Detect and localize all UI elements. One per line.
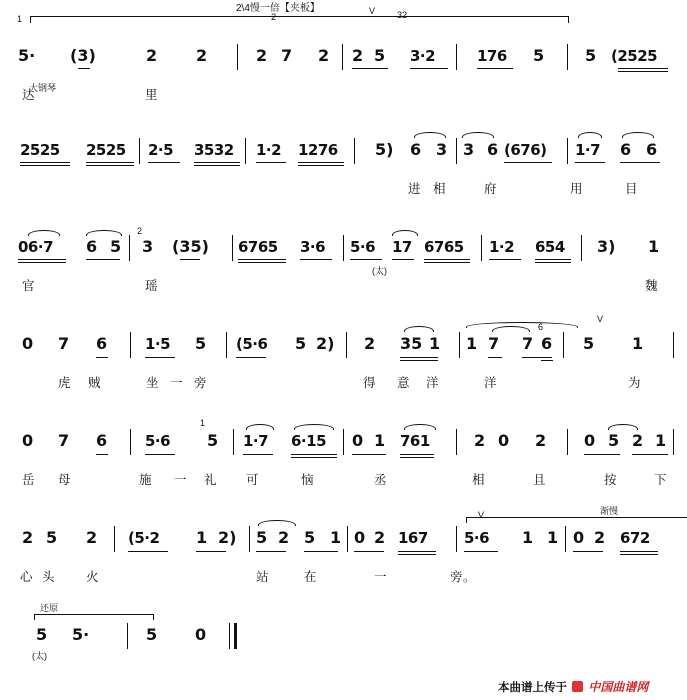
note: 654 (535, 238, 565, 256)
note: 1 (648, 237, 660, 256)
note: 5 (207, 431, 219, 450)
note: 3532 (194, 141, 234, 159)
note: 0 (573, 528, 585, 547)
lyric: 相 (433, 182, 447, 196)
lyric: 魏 (645, 279, 659, 293)
note: 5· (72, 625, 90, 644)
note: 06·7 (18, 238, 54, 256)
lyric: 里 (145, 88, 159, 102)
note: 0 (584, 431, 596, 450)
lyric: 洋 (484, 376, 498, 390)
lyric: 得 (363, 376, 377, 390)
note: 0 (22, 334, 34, 353)
breath-mark: V (597, 314, 604, 324)
note: 5 (146, 625, 158, 644)
instrument-annotation: 大钢琴 (29, 83, 57, 93)
note: 6 (96, 334, 108, 353)
lyric: 头 (42, 570, 56, 584)
note: 1276 (298, 141, 338, 159)
breath-mark: V (478, 510, 485, 520)
note: (5·2 (128, 529, 160, 547)
note: 2 (256, 46, 268, 65)
note: 5 (608, 431, 620, 450)
note: (2525 (611, 47, 658, 65)
note: 2 (146, 46, 158, 65)
note: 5· (18, 46, 36, 65)
note: 6 (541, 334, 553, 353)
note: 2·5 (148, 141, 174, 159)
lyric: 火 (86, 570, 100, 584)
note: 2) (316, 334, 335, 353)
lyric: 下 (654, 473, 668, 487)
note: 2 (632, 431, 644, 450)
note: 5 (195, 334, 207, 353)
tempo-marking: 还原 (40, 603, 59, 613)
note: 0 (195, 625, 207, 644)
lyric: 且 (533, 473, 547, 487)
note: 3 (463, 140, 475, 159)
note: 2 (318, 46, 330, 65)
lyric: 瑶 (145, 279, 159, 293)
note: 6 (620, 140, 632, 159)
note: 672 (620, 529, 650, 547)
note: 6 (410, 140, 422, 159)
percussion-mark: (太) (32, 651, 47, 661)
note: 2525 (20, 141, 60, 159)
grace-note: 1 (17, 14, 23, 24)
lyric: 府 (484, 182, 498, 196)
tempo-marking: 渐慢 (600, 506, 619, 516)
lyric: 坐 (146, 376, 160, 390)
note: 0 (498, 431, 510, 450)
site-name[interactable]: 中国曲谱网 (588, 680, 649, 694)
lyric: 达 (22, 88, 36, 102)
lyric: 虎 (58, 376, 72, 390)
lyric: 官 (22, 279, 36, 293)
note: 2 (474, 431, 486, 450)
lyric: 相 (472, 473, 486, 487)
lyric: 用 (570, 182, 584, 196)
grace-note: 6 (538, 322, 544, 332)
note: 1 (429, 334, 441, 353)
lyric: 可 (246, 473, 260, 487)
note: 5·6 (350, 238, 376, 256)
note: 7 (58, 431, 70, 450)
tempo-bracket (466, 517, 687, 523)
note: (676) (504, 141, 547, 159)
lyric: 旁 (194, 376, 208, 390)
grace-note: 1 (200, 418, 206, 428)
note: 2 (278, 528, 290, 547)
note: 3 (436, 140, 448, 159)
note: 1·7 (243, 432, 269, 450)
tempo-marking: 2\4慢一倍【夹板】 (236, 3, 320, 14)
note: 1 (330, 528, 342, 547)
note: 5·6 (145, 432, 171, 450)
note: 1 (466, 334, 478, 353)
grace-note: 2 (271, 12, 277, 22)
note: (5·6 (236, 335, 268, 353)
lyric: 意 (397, 376, 411, 390)
note: 5 (533, 46, 545, 65)
note: 17 (392, 238, 412, 256)
tempo-bracket (34, 614, 154, 620)
lyric: 施 (139, 473, 153, 487)
lyric: 母 (58, 473, 72, 487)
note: 2 (594, 528, 606, 547)
note: 7 (488, 334, 500, 353)
note: 35 (400, 334, 423, 353)
note: 3·2 (410, 47, 436, 65)
lyric: 进 (408, 182, 422, 196)
note: 5 (585, 46, 597, 65)
lyric: 礼 (204, 473, 218, 487)
note: 1 (374, 431, 386, 450)
note: 5 (583, 334, 595, 353)
site-logo-icon (572, 681, 583, 692)
grace-note: 32 (397, 10, 408, 20)
note: 6 (86, 237, 98, 256)
note: 3 (142, 237, 154, 256)
lyric: 一 (374, 570, 388, 584)
lyric: 恼 (301, 473, 315, 487)
lyric: 旁。 (450, 570, 477, 584)
lyric: 丞 (374, 473, 388, 487)
lyric: 贼 (88, 376, 102, 390)
note: 5 (374, 46, 386, 65)
note: 1 (632, 334, 644, 353)
note: 2525 (86, 141, 126, 159)
note: 6·15 (291, 432, 327, 450)
note: 5·6 (464, 529, 490, 547)
percussion-mark: (太) (372, 266, 387, 276)
note: 5 (110, 237, 122, 256)
note: 2 (535, 431, 547, 450)
lyric: 洋 (426, 376, 440, 390)
note: 1 (522, 528, 534, 547)
tempo-bracket (30, 16, 569, 23)
upload-text: 本曲谱上传于 (498, 682, 567, 694)
lyric: 岳 (22, 473, 36, 487)
note: 6 (487, 140, 499, 159)
note: 5 (256, 528, 268, 547)
note: 1 (196, 528, 208, 547)
note: 6 (646, 140, 658, 159)
note: 1·2 (489, 238, 515, 256)
note: 1 (655, 431, 667, 450)
breath-mark: V (369, 6, 376, 16)
note: 5) (375, 140, 394, 159)
note: 6 (96, 431, 108, 450)
note: 2 (86, 528, 98, 547)
note: 5 (304, 528, 316, 547)
note: 167 (398, 529, 428, 547)
lyric: 一 (170, 376, 184, 390)
note: 761 (400, 432, 430, 450)
note: 2 (374, 528, 386, 547)
note: 2 (364, 334, 376, 353)
note: 1·5 (145, 335, 171, 353)
lyric: 目 (625, 182, 639, 196)
note: 5 (46, 528, 58, 547)
note: 0 (354, 528, 366, 547)
lyric: 一 (174, 473, 188, 487)
grace-note: 2 (137, 226, 143, 236)
lyric: 按 (604, 473, 618, 487)
note: 0 (22, 431, 34, 450)
note: 6765 (238, 238, 278, 256)
note: 1·2 (256, 141, 282, 159)
lyric: 心 (20, 570, 34, 584)
note: 6765 (424, 238, 464, 256)
note: 3·6 (300, 238, 326, 256)
note: 2 (352, 46, 364, 65)
lyric: 为 (628, 376, 642, 390)
note: 176 (477, 47, 507, 65)
note: 2) (218, 528, 237, 547)
note: 0 (352, 431, 364, 450)
lyric: 站 (256, 570, 270, 584)
note: 7 (281, 46, 293, 65)
footer-credit (498, 678, 648, 695)
note: 1·7 (575, 141, 601, 159)
note: 5 (295, 334, 307, 353)
note: (3) (70, 46, 96, 65)
note: 3) (597, 237, 616, 256)
note: 1 (547, 528, 559, 547)
lyric: 在 (304, 570, 318, 584)
note: 7 (58, 334, 70, 353)
note: 2 (22, 528, 34, 547)
note: 5 (36, 625, 48, 644)
note: 2 (196, 46, 208, 65)
note: 7 (522, 334, 534, 353)
note: (35) (172, 237, 209, 256)
